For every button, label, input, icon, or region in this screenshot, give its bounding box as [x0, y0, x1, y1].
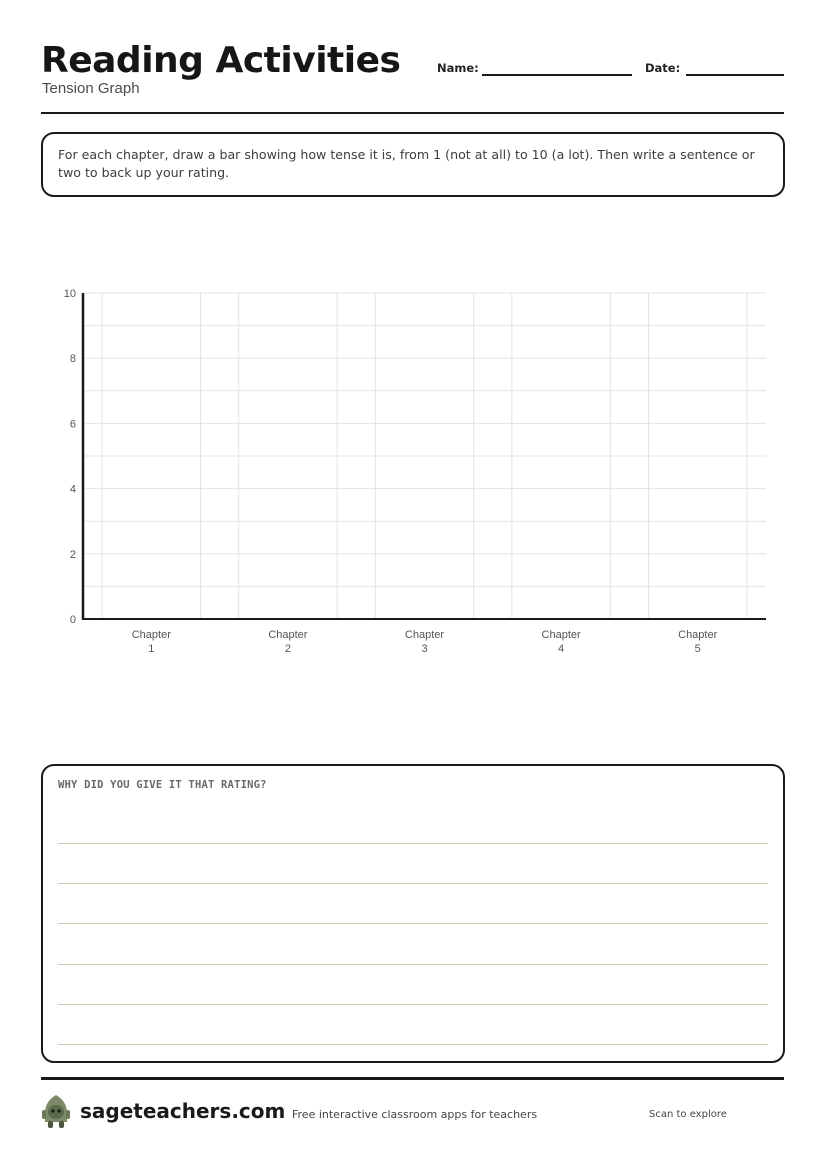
y-tick-label: 0 — [69, 614, 76, 626]
x-tick-label: Chapter — [678, 629, 718, 641]
instructions-text: For each chapter, draw a bar showing how tense it is, from 1 (not at all) to 10 (a lot). Then write a sentence or two to back up your rating. — [58, 147, 755, 180]
x-tick-label: 1 — [148, 643, 155, 655]
writing-line[interactable] — [58, 1004, 768, 1005]
writing-line[interactable] — [58, 1044, 768, 1045]
page-subtitle: Tension Graph — [42, 80, 140, 97]
y-tick-label: 4 — [69, 483, 76, 496]
name-label: Name: — [437, 61, 479, 75]
y-tick-label: 10 — [63, 288, 76, 300]
y-tick-label: 2 — [69, 548, 76, 561]
writing-line[interactable] — [58, 923, 768, 924]
writing-line[interactable] — [58, 964, 768, 965]
chart-grid — [83, 293, 766, 619]
x-tick-label: 2 — [284, 643, 291, 655]
x-tick-label: Chapter — [541, 629, 581, 641]
date-label: Date: — [645, 61, 681, 75]
writing-line[interactable] — [58, 843, 768, 844]
scan-to-explore: Scan to explore — [649, 1109, 727, 1120]
y-tick-label: 8 — [69, 353, 76, 366]
sage-mascot-icon — [41, 1094, 71, 1130]
x-tick-label: Chapter — [268, 629, 308, 641]
x-tick-label: 4 — [558, 643, 565, 655]
x-tick-label: Chapter — [131, 629, 171, 641]
x-tick-label: 3 — [421, 643, 428, 655]
x-tick-label: 5 — [694, 643, 701, 655]
y-tick-label: 6 — [69, 418, 76, 431]
footer-divider — [41, 1077, 784, 1080]
brand-name[interactable]: sageteachers.com — [80, 1099, 286, 1123]
rating-reason-box[interactable] — [41, 764, 785, 1063]
writing-line[interactable] — [58, 883, 768, 884]
brand-tagline: Free interactive classroom apps for teachers — [292, 1108, 538, 1121]
rating-reason-heading: WHY DID YOU GIVE IT THAT RATING? — [58, 779, 267, 791]
x-tick-label: Chapter — [404, 629, 445, 641]
chart-labels — [64, 288, 718, 655]
page-title: Reading Activities — [41, 40, 401, 81]
